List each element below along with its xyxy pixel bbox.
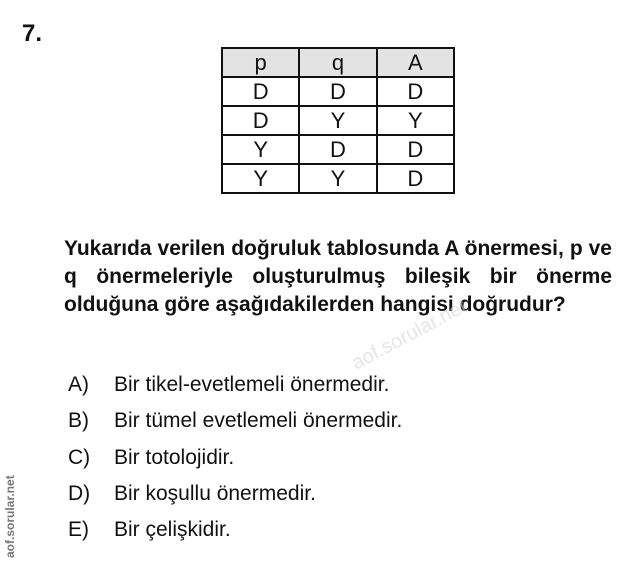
option-letter: E) <box>68 518 89 541</box>
table-cell: D <box>377 135 454 164</box>
table-cell: Y <box>377 106 454 135</box>
truth-table-row <box>222 106 454 135</box>
header-cell-a: A <box>377 48 454 77</box>
table-cell: D <box>299 135 376 164</box>
truth-table-row <box>222 135 454 164</box>
table-cell: D <box>222 106 299 135</box>
center-watermark: aof.sorular.net <box>348 295 471 375</box>
table-cell: Y <box>299 106 376 135</box>
truth-table <box>221 47 455 194</box>
truth-table-row <box>222 164 454 193</box>
option-text: Bir koşullu önermedir. <box>114 482 316 505</box>
answer-option-a[interactable] <box>68 372 389 398</box>
option-text: Bir totolojidir. <box>114 446 235 469</box>
table-cell: Y <box>299 164 376 193</box>
header-cell-p: p <box>222 48 299 77</box>
table-cell: D <box>377 164 454 193</box>
answer-option-d[interactable] <box>68 481 316 507</box>
option-text: Bir tümel evetlemeli önermedir. <box>114 409 403 432</box>
question-stem: Yukarıda verilen doğruluk tablosunda A önermesi, p ve q önermeleriyle oluşturulmuş bileşik bir önerme olduğuna göre aşağıdakilerden hangisi doğrudur? <box>64 237 612 316</box>
question-number: 7. <box>22 20 43 47</box>
option-text: Bir tikel-evetlemeli önermedir. <box>114 373 390 396</box>
answer-option-e[interactable] <box>68 517 231 543</box>
table-cell: Y <box>222 164 299 193</box>
option-letter: B) <box>68 409 89 432</box>
side-watermark: aof.sorular.net <box>3 475 17 558</box>
option-letter: D) <box>68 482 91 505</box>
truth-table-header-row <box>222 48 454 77</box>
table-cell: D <box>299 77 376 106</box>
answer-option-b[interactable] <box>68 408 402 434</box>
table-cell: D <box>222 77 299 106</box>
truth-table-row <box>222 77 454 106</box>
table-cell: Y <box>222 135 299 164</box>
table-cell: D <box>377 77 454 106</box>
option-letter: A) <box>68 373 89 396</box>
option-text: Bir çelişkidir. <box>114 518 231 541</box>
option-letter: C) <box>68 446 91 469</box>
answer-option-c[interactable] <box>68 445 234 471</box>
header-cell-q: q <box>299 48 376 77</box>
